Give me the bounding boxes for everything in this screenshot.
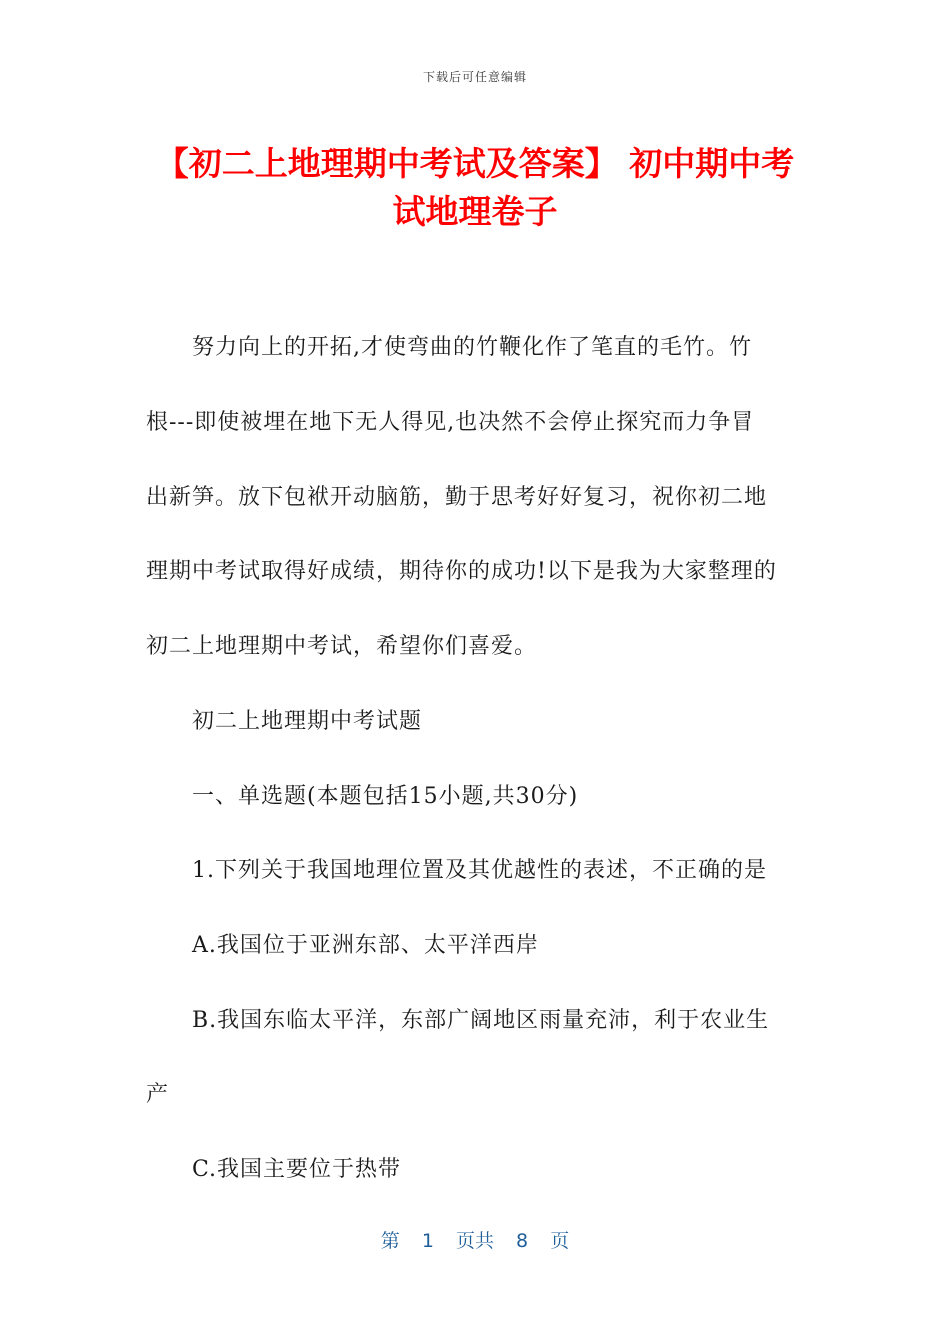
footer-label-page: 第: [380, 1230, 400, 1252]
page-number-footer: [0, 1226, 950, 1253]
document-title-line-1: 【初二上地理期中考试及答案】 初中期中考: [155, 144, 795, 183]
paragraph-line: 根---即使被埋在地下无人得见,也决然不会停止探究而力争冒: [146, 410, 755, 435]
answer-option-c: C.我国主要位于热带: [192, 1157, 402, 1182]
section-heading: 初二上地理期中考试题: [192, 709, 423, 734]
document-title-line-2: 试地理卷子: [392, 192, 558, 231]
footer-label-of: 页共: [455, 1230, 494, 1252]
footer-label-end: 页: [550, 1230, 570, 1252]
footer-total-pages: 8: [516, 1230, 529, 1252]
document-title: [120, 140, 830, 236]
footer-current-page: 1: [421, 1230, 434, 1252]
paragraph-line: 理期中考试取得好成绩，期待你的成功!以下是我为大家整理的: [146, 559, 777, 584]
paragraph-line: 努力向上的开拓,才使弯曲的竹鞭化作了笔直的毛竹。竹: [192, 335, 752, 360]
answer-option-a: A.我国位于亚洲东部、太平洋西岸: [192, 933, 539, 958]
paragraph-line: 出新笋。放下包袱开动脑筋，勤于思考好好复习，祝你初二地: [146, 485, 768, 510]
question-section-heading: 一、单选题(本题包括15小题,共30分): [192, 784, 579, 809]
answer-option-b-continuation: 产: [146, 1082, 170, 1107]
page-header-note: 下载后可任意编辑: [422, 70, 527, 84]
question-text: 1.下列关于我国地理位置及其优越性的表述，不正确的是: [192, 858, 767, 883]
paragraph-line: 初二上地理期中考试，希望你们喜爱。: [146, 634, 538, 659]
answer-option-b: B.我国东临太平洋，东部广阔地区雨量充沛，利于农业生: [192, 1008, 770, 1033]
